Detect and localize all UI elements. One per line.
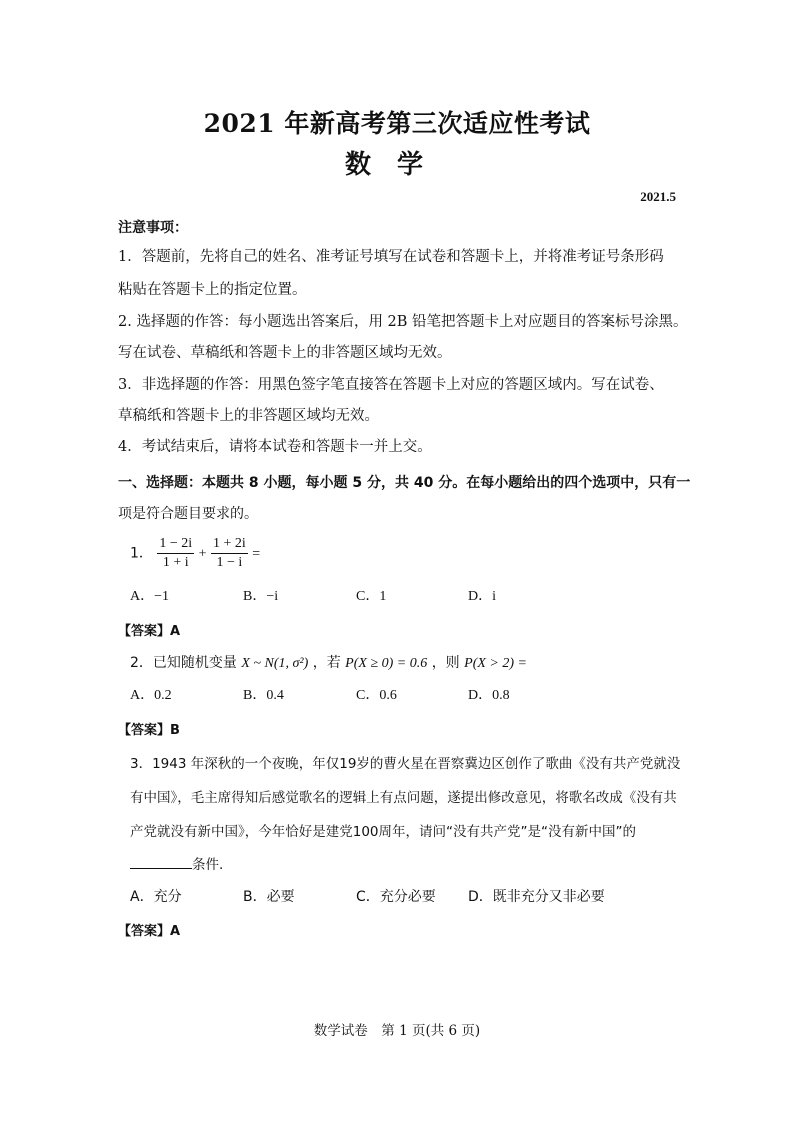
question-2 — [130, 652, 527, 672]
question-number: 1． — [130, 545, 153, 562]
q2-text-b: ，若 — [312, 655, 341, 671]
answer-blank — [130, 856, 192, 869]
exam-date: 2021.5 — [640, 189, 676, 204]
subject-title: 数学 — [344, 150, 449, 180]
q2-option-c: C．0.6 — [356, 688, 397, 703]
question-1 — [130, 536, 260, 571]
q3-option-b: B．必要 — [243, 889, 295, 905]
notice-line-3: 2. 选择题的作答：每小题选出答案后，用 2B 铅笔把答题卡上对应题目的答案标号涂黑。 — [118, 314, 688, 330]
fraction-1-numerator: 1 − 2i — [157, 536, 194, 554]
q2-answer: 【答案】B — [118, 723, 180, 738]
q3-line-1: 3．1943 年深秋的一个夜晚，年仅19岁的曹火星在晋察冀边区创作了歌曲《没有共产党就没 — [130, 756, 681, 772]
q3-option-a: A．充分 — [130, 889, 182, 905]
section-heading-line-2: 项是符合题目要求的。 — [118, 506, 258, 522]
q1-option-d: D．i — [468, 589, 496, 604]
q3-answer: 【答案】A — [118, 924, 181, 939]
notice-line-5: 3．非选择题的作答：用黑色签字笔直接答在答题卡上对应的答题区域内。写在试卷、 — [118, 377, 664, 393]
q2-expression-2: P(X ≥ 0) = 0.6 — [345, 656, 428, 671]
notice-line-2: 粘贴在答题卡上的指定位置。 — [118, 282, 307, 298]
q3-line-2: 有中国》，毛主席得知后感觉歌名的逻辑上有点问题，遂提出修改意见，将歌名改成《没有共 — [130, 790, 677, 806]
q3-option-c: C．充分必要 — [356, 889, 436, 905]
q3-line-4 — [130, 853, 223, 873]
fraction-2-numerator: 1 + 2i — [211, 536, 248, 554]
exam-title: 2021 年新高考第三次适应性考试 — [203, 109, 591, 138]
q2-text-a: 2．已知随机变量 — [130, 655, 237, 671]
q2-option-d: D．0.8 — [468, 688, 510, 703]
fraction-1 — [157, 536, 194, 571]
fraction-2 — [211, 536, 248, 571]
page-footer: 数学试卷 第 1 页(共 6 页) — [313, 1023, 481, 1039]
notice-line-6: 草稿纸和答题卡上的非答题区域均无效。 — [118, 408, 379, 424]
q2-expression-3: P(X > 2) = — [464, 656, 527, 671]
q3-line-3: 产党就没有新中国》，今年恰好是建党100周年，请问“没有共产党”是“没有新中国”的 — [130, 824, 636, 840]
q2-option-a: A．0.2 — [130, 688, 172, 703]
fraction-2-denominator: 1 − i — [216, 555, 243, 570]
q1-option-a: A．−1 — [130, 589, 170, 604]
fraction-1-denominator: 1 + i — [162, 555, 189, 570]
equals-sign: = — [252, 546, 261, 562]
notice-heading: 注意事项： — [118, 220, 188, 236]
notice-line-4: 写在试卷、草稿纸和答题卡上的非答题区域均无效。 — [118, 345, 452, 361]
q1-answer: 【答案】A — [118, 624, 181, 639]
q2-option-b: B．0.4 — [243, 688, 284, 703]
q2-text-c: ，则 — [431, 655, 460, 671]
notice-line-7: 4．考试结束后，请将本试卷和答题卡一并上交。 — [118, 439, 432, 455]
notice-line-1: 1．答题前，先将自己的姓名、准考证号填写在试卷和答题卡上，并将准考证号条形码 — [118, 249, 664, 265]
plus-sign: + — [198, 546, 207, 562]
section-heading-line-1: 一、选择题：本题共 8 小题，每小题 5 分，共 40 分。在每小题给出的四个选项中，只有一 — [118, 475, 691, 491]
q1-option-b: B．−i — [243, 589, 279, 604]
q3-option-d: D．既非充分又非必要 — [468, 889, 605, 905]
q2-expression-1: X ~ N(1, σ²) — [241, 656, 309, 671]
q1-option-c: C．1 — [356, 589, 387, 604]
q3-line-4-suffix: 条件. — [192, 857, 224, 873]
